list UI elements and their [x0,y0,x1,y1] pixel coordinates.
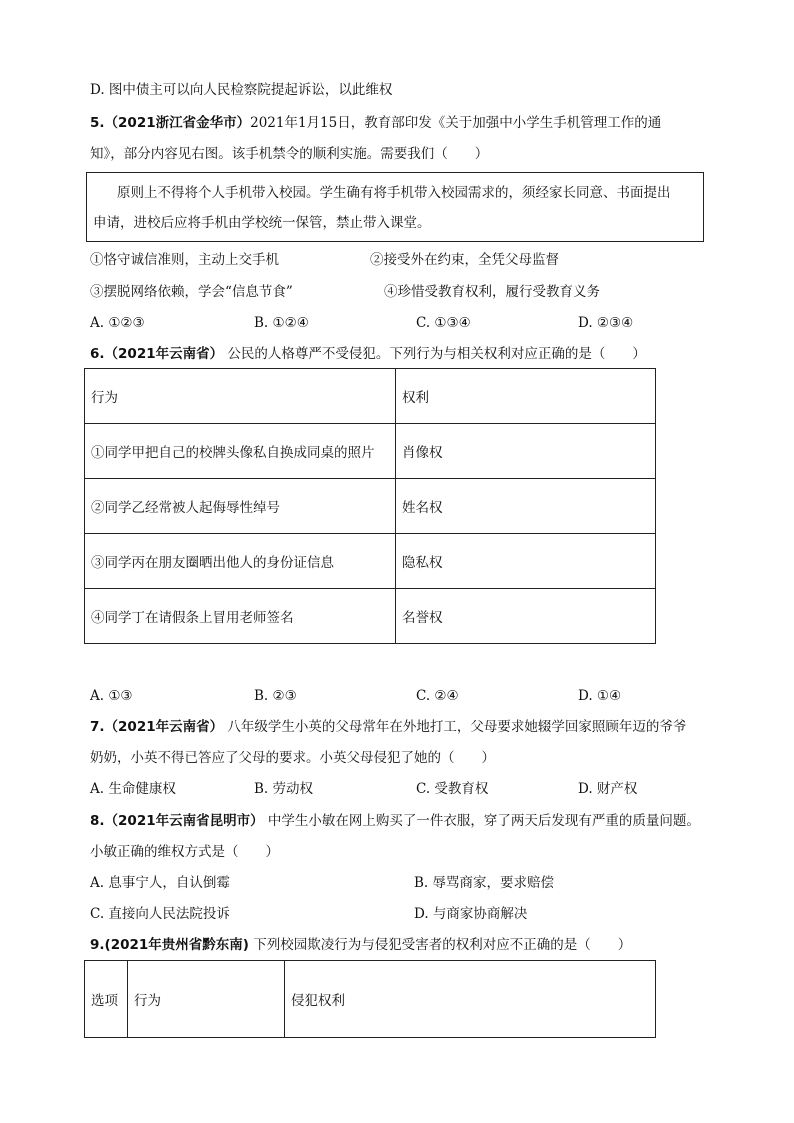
q7-source: （2021年云南省） [104,719,224,735]
q8-option-b: B. 辱骂商家，要求赔偿 [414,875,555,891]
q5-source: （2021浙江省金华市） [104,115,251,131]
q9-stem [90,935,631,955]
q5-box-line1: 原则上不得将个人手机带入校园。学生确有将手机带入校园需求的，须经家长同意、书面提出 [117,185,671,201]
q6-row3-behavior: ③同学丙在朋友圈晒出他人的身份证信息 [85,534,396,589]
q6-stem [90,344,646,364]
q5-stem-line1 [90,113,661,133]
q5-option-a: A. ①②③ [90,315,145,331]
q6-row2-right: 姓名权 [396,479,656,534]
q6-stem-text: 公民的人格尊严不受侵犯。下列行为与相关权利对应正确的是（ ） [227,346,646,362]
table-row [85,534,656,589]
q4-option-d: D. 图中债主可以向人民检察院提起诉讼，以此维权 [90,82,393,98]
q6-option-a: A. ①③ [90,688,133,704]
q9-stem-text: 下列校园欺凌行为与侵犯受害者的权利对应不正确的是（ ） [253,937,632,953]
q6-header-right: 权利 [396,369,656,424]
table-header-row [85,369,656,424]
q8-number: 8. [90,813,105,829]
q5-policy-box [86,172,704,242]
q5-option-c: C. ①③④ [416,315,471,331]
q8-option-c: C. 直接向人民法院投诉 [90,906,230,922]
q9-source: (2021年贵州省黔东南) [104,937,249,953]
q8-stem-text: 中学生小敏在网上购买了一件衣服，穿了两天后发现有严重的质量问题。 [267,813,700,829]
q6-row4-behavior: ④同学丁在请假条上冒用老师签名 [85,589,396,644]
q9-header-violated-right: 侵犯权利 [285,961,656,1038]
table-header-row [85,961,656,1038]
q6-source: （2021年云南省） [104,346,224,362]
q6-row4-right: 名誉权 [396,589,656,644]
q9-header-behavior: 行为 [128,961,285,1038]
q7-option-c: C. 受教育权 [416,781,489,797]
table-row [85,424,656,479]
q5-statement-4: ④珍惜受教育权利，履行受教育义务 [384,284,600,300]
q6-row1-behavior: ①同学甲把自己的校牌头像私自换成同桌的照片 [85,424,396,479]
q7-option-b: B. 劳动权 [254,781,314,797]
q6-option-b: B. ②③ [254,688,297,704]
q5-stem-text: 2021年1月15日，教育部印发《关于加强中小学生手机管理工作的通 [250,115,662,131]
q7-number: 7. [90,719,105,735]
q8-stem-line1 [90,811,700,831]
q9-table [84,960,656,1038]
q7-stem-text: 八年级学生小英的父母常年在外地打工，父母要求她辍学回家照顾年迈的爷爷 [227,719,687,735]
q6-option-d: D. ①④ [578,688,622,704]
q5-option-d: D. ②③④ [578,315,634,331]
q8-source: （2021年云南省昆明市） [104,813,264,829]
q5-option-b: B. ①②④ [254,315,309,331]
q9-header-option: 选项 [85,961,128,1038]
q5-box-line2: 申请，进校后应将手机由学校统一保管，禁止带入课堂。 [93,215,431,231]
q6-header-behavior: 行为 [85,369,396,424]
q6-row2-behavior: ②同学乙经常被人起侮辱性绰号 [85,479,396,534]
q7-option-a: A. 生命健康权 [90,781,176,797]
q8-stem-line2: 小敏正确的维权方式是（ ） [90,844,279,860]
q5-stem-line2: 知》，部分内容见右图。该手机禁令的顺利实施。需要我们（ ） [90,146,489,162]
q5-statement-3: ③摆脱网络依赖，学会“信息节食” [90,284,293,300]
q7-stem-line2: 奶奶，小英不得已答应了父母的要求。小英父母侵犯了她的（ ） [90,750,495,766]
table-row [85,479,656,534]
q5-number: 5. [90,115,105,131]
q8-option-a: A. 息事宁人，自认倒霉 [90,875,230,891]
q6-table [84,368,656,644]
q5-statement-1: ①恪守诚信准则，主动上交手机 [90,252,279,268]
table-row [85,589,656,644]
q7-stem-line1 [90,717,686,737]
q5-statement-2: ②接受外在约束，全凭父母监督 [370,252,559,268]
q6-number: 6. [90,346,105,362]
q6-row1-right: 肖像权 [396,424,656,479]
q9-number: 9. [90,937,105,953]
q6-option-c: C. ②④ [416,688,459,704]
q8-option-d: D. 与商家协商解决 [414,906,528,922]
q7-option-d: D. 财产权 [578,781,638,797]
q6-row3-right: 隐私权 [396,534,656,589]
